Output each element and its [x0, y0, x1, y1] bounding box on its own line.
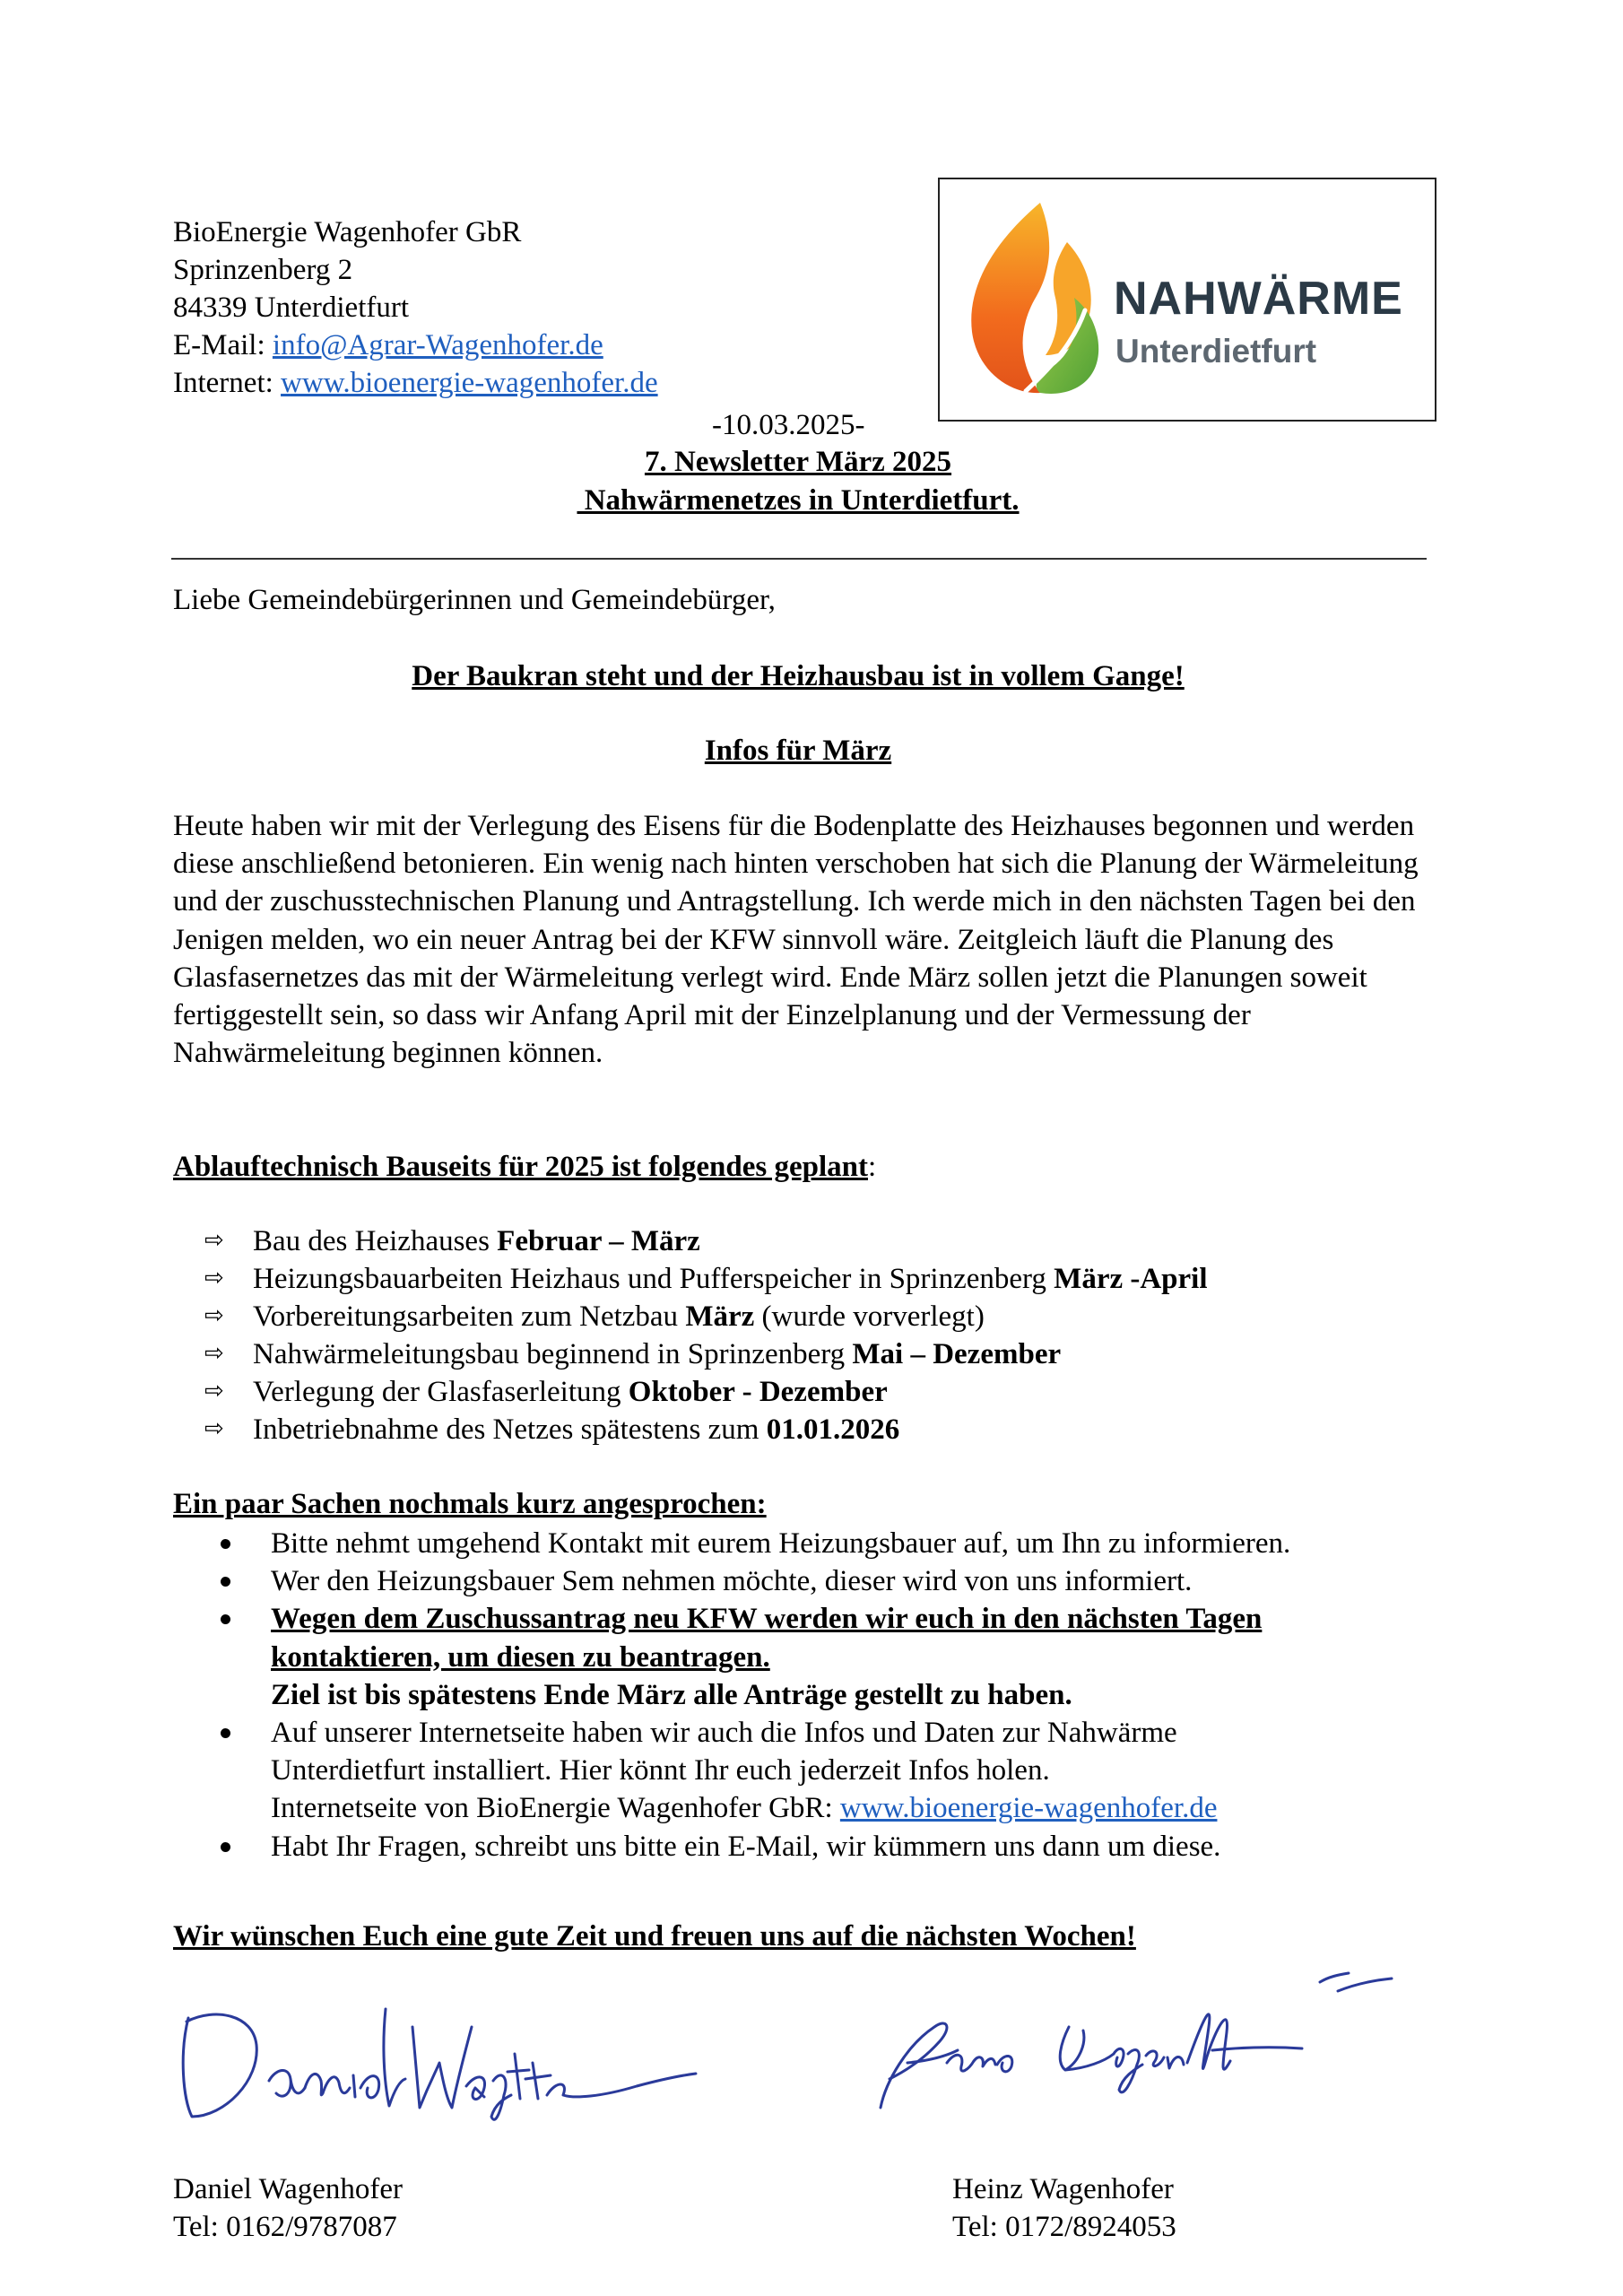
logo-subtitle: Unterdietfurt [1115, 333, 1317, 370]
email-label: E-Mail: [173, 329, 273, 361]
title-line2: Nahwärmenetzes in Unterdietfurt. [577, 484, 1020, 517]
arrow-right-icon: ⇨ [204, 1265, 224, 1292]
horizontal-divider [171, 558, 1427, 560]
bullet-icon [221, 1539, 230, 1549]
sender-email-line [173, 326, 658, 364]
contact-name: Daniel Wagenhofer [173, 2173, 404, 2205]
arrow-right-icon: ⇨ [204, 1302, 224, 1330]
list-item: ⇨ Heizungsbauarbeiten Heizhaus und Pufferspeicher in Sprinzenberg März -April [204, 1262, 1208, 1295]
schedule-list [204, 1222, 1208, 1448]
newsletter-subtitle [0, 482, 1596, 519]
kfw-notice: Wegen dem Zuschussantrag neu KFW werden wir euch in den nächsten Tagen kontaktieren, um diesen zu beantragen. [271, 1603, 1263, 1674]
title-line1: 7. Newsletter März 2025 [644, 446, 952, 478]
list-item: ⇨ Vorbereitungsarbeiten zum Netzbau März (wurde vorverlegt) [204, 1300, 985, 1333]
deadline-notice: Ziel ist bis spätestens Ende März alle Anträge gestellt zu haben. [271, 1678, 1072, 1711]
sender-company: BioEnergie Wagenhofer GbR [173, 216, 522, 248]
arrow-right-icon: ⇨ [204, 1227, 224, 1255]
list-item: ⇨ Nahwärmeleitungsbau beginnend in Sprinzenberg Mai – Dezember [204, 1337, 1062, 1370]
list-item: Habt Ihr Fragen, schreibt uns bitte ein E-Mail, wir kümmern uns dann um diese. [217, 1828, 1454, 1866]
bullet-icon [221, 1842, 230, 1852]
signature-heinz [854, 1964, 1410, 2126]
sender-city: 84339 Unterdietfurt [173, 291, 410, 324]
bullet-icon [221, 1577, 230, 1587]
schedule-heading-text: Ablauftechnisch Bauseits für 2025 ist folgendes geplant [173, 1151, 868, 1183]
list-item: ⇨ Bau des Heizhauses Februar – März [204, 1224, 700, 1257]
nahwaerme-logo [938, 178, 1436, 422]
list-item: Wer den Heizungsbauer Sem nehmen möchte, dieser wird von uns informiert. [217, 1562, 1454, 1600]
arrow-right-icon: ⇨ [204, 1415, 224, 1443]
list-item: Bitte nehmt umgehend Kontakt mit eurem Heizungsbauer auf, um Ihn zu informieren. [217, 1525, 1454, 1562]
recap-heading: Ein paar Sachen nochmals kurz angesprochen: [173, 1488, 767, 1520]
arrow-right-icon: ⇨ [204, 1378, 224, 1405]
bullet-icon [221, 1728, 230, 1738]
section-heading-infos: Infos für März [704, 735, 892, 767]
email-link[interactable]: info@Agrar-Wagenhofer.de [272, 329, 603, 361]
newsletter-date: -10.03.2025- [712, 409, 865, 441]
list-item [217, 1600, 1454, 1714]
contact-heinz [952, 2170, 1176, 2246]
website-link[interactable]: www.bioenergie-wagenhofer.de [281, 367, 658, 399]
sender-web-line [173, 364, 658, 402]
contact-name: Heinz Wagenhofer [952, 2173, 1174, 2205]
schedule-heading [173, 1148, 876, 1186]
greeting: Liebe Gemeindebürgerinnen und Gemeindebürger, [173, 584, 776, 616]
recap-list [217, 1525, 1454, 1866]
body-paragraph: Heute haben wir mit der Verlegung des Eisens für die Bodenplatte des Heizhauses begonnen und werden diese anschließend betonieren. Ein wenig nach hinten verschoben hat sich die Planung der Wärmeleitung und der zuschusstechnischen Planung und Antragstellung. Ich werde mich in den nächsten Tagen bei den Jenigen melden, wo ein neuer Antrag bei der KFW sinnvoll wäre. Zeitgleich läuft die Planung des Glasfasernetzes das mit der Wärmeleitung verlegt wird. Ende März sollen jetzt die Planungen soweit fertiggestellt sein, so dass wir Anfang April mit der Einzelplanung und der Vermessung der Nahwärmeleitung beginnen können. [173, 810, 1419, 1070]
list-item: ⇨ Inbetriebnahme des Netzes spätestens zum 01.01.2026 [204, 1413, 900, 1446]
arrow-right-icon: ⇨ [204, 1340, 224, 1368]
contact-phone: Tel: 0162/9787087 [173, 2211, 397, 2243]
contact-phone: Tel: 0172/8924053 [952, 2211, 1176, 2243]
logo-title: NAHWÄRME [1114, 273, 1403, 325]
headline: Der Baukran steht und der Heizhausbau ist in vollem Gange! [412, 660, 1185, 692]
web-label: Internet: [173, 367, 282, 399]
signature-daniel [170, 1982, 708, 2135]
newsletter-title [0, 443, 1596, 481]
sender-street: Sprinzenberg 2 [173, 254, 353, 286]
bullet-icon [221, 1614, 230, 1624]
list-item: Auf unserer Internetseite haben wir auch die Infos und Daten zur Nahwärme Unterdietfurt installiert. Hier könnt Ihr euch jederzeit Infos holen. Internetseite von BioEnergie Wagenhofer GbR: www.bioenergie-wagenhofer.de [217, 1714, 1454, 1828]
sender-address [173, 213, 658, 402]
closing-line: Wir wünschen Euch eine gute Zeit und freuen uns auf die nächsten Wochen! [173, 1920, 1136, 1952]
website-link[interactable]: www.bioenergie-wagenhofer.de [839, 1792, 1218, 1825]
schedule-heading-colon: : [867, 1151, 877, 1183]
list-item: ⇨ Verlegung der Glasfaserleitung Oktober - Dezember [204, 1375, 888, 1408]
contact-daniel [173, 2170, 403, 2246]
